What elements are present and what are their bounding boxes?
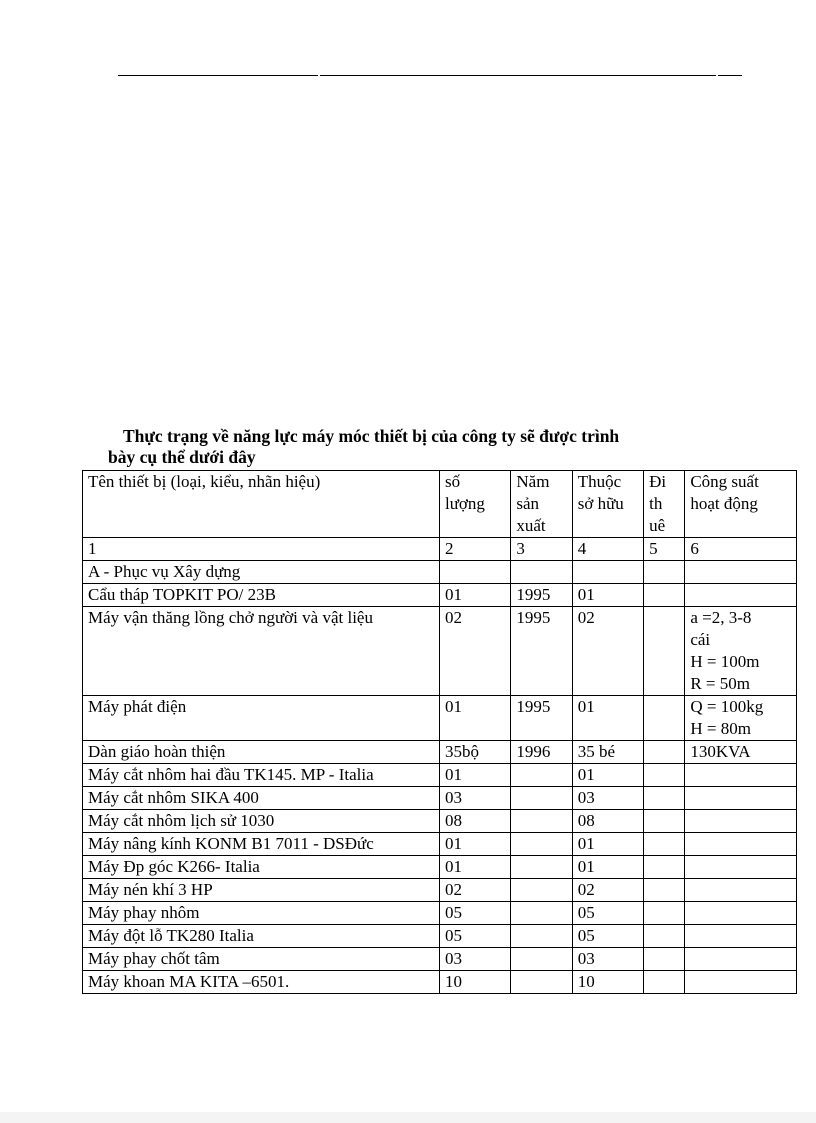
table-cell [644,879,685,902]
table-cell [644,833,685,856]
equipment-table [82,470,797,994]
table-cell: 01 [440,764,511,787]
table-cell [685,764,797,787]
table-cell: 01 [572,696,643,741]
table-row [83,902,797,925]
table-row [83,584,797,607]
header-cell: số lượng [440,471,511,538]
table-row [83,948,797,971]
table-cell [511,971,572,994]
table-cell: Q = 100kg H = 80m [685,696,797,741]
index-cell: 3 [511,538,572,561]
table-cell: A - Phục vụ Xây dựng [83,561,440,584]
table-cell [644,925,685,948]
table-cell: Dàn giáo hoàn thiện [83,741,440,764]
table-cell: Máy phay nhôm [83,902,440,925]
table-cell: 01 [572,856,643,879]
table-cell: a =2, 3-8 cái H = 100m R = 50m [685,607,797,696]
table-cell [511,561,572,584]
table-row [83,810,797,833]
table-cell: Máy Đp góc K266- Italia [83,856,440,879]
section-heading [108,426,748,468]
table-cell: Máy nâng kính KONM B1 7011 - DSĐức [83,833,440,856]
header-rule-middle [320,75,716,76]
table-cell [511,948,572,971]
table-cell: 01 [572,764,643,787]
table-row [83,741,797,764]
table-cell [644,948,685,971]
index-cell: 6 [685,538,797,561]
table-cell: 01 [440,856,511,879]
table-cell [644,741,685,764]
table-cell: 08 [440,810,511,833]
table-cell: 03 [572,948,643,971]
index-cell: 5 [644,538,685,561]
table-cell: 05 [572,925,643,948]
header-cell: Công suất hoạt động [685,471,797,538]
table-cell [644,561,685,584]
heading-line-1: Thực trạng về năng lực máy móc thiết bị của công ty sẽ được trình [123,426,620,446]
table-cell: 10 [440,971,511,994]
table-cell: 05 [440,902,511,925]
table-row [83,833,797,856]
heading-line-2: bày cụ thể dưới đây [108,447,256,467]
table-cell: 03 [572,787,643,810]
table-cell [685,925,797,948]
table-cell [644,607,685,696]
table-cell: 35bộ [440,741,511,764]
index-cell: 4 [572,538,643,561]
table-cell [644,764,685,787]
table-row [83,607,797,696]
index-cell: 1 [83,538,440,561]
table-cell [644,810,685,833]
table-cell: Máy đột lỗ TK280 Italia [83,925,440,948]
table-cell [685,948,797,971]
table-cell: 05 [440,925,511,948]
table-header-row [83,471,797,538]
table-cell [644,971,685,994]
table-cell: 01 [440,833,511,856]
table-cell: 01 [440,696,511,741]
page-bottom-band [0,1112,816,1123]
table-row [83,696,797,741]
table-cell: 1995 [511,696,572,741]
table-cell: 130KVA [685,741,797,764]
table-cell [685,833,797,856]
table-cell [644,696,685,741]
table-cell: Máy cắt nhôm lịch sử 1030 [83,810,440,833]
table-cell: Cẩu tháp TOPKIT PO/ 23B [83,584,440,607]
table-cell [685,879,797,902]
table-cell [685,584,797,607]
table-cell: Máy nén khí 3 HP [83,879,440,902]
table-row [83,925,797,948]
table-row [83,856,797,879]
table-cell [644,787,685,810]
table-index-row [83,538,797,561]
table-cell [644,584,685,607]
table-cell [644,856,685,879]
table-cell: Máy khoan MA KITA –6501. [83,971,440,994]
header-cell: Tên thiết bị (loại, kiểu, nhãn hiệu) [83,471,440,538]
table-cell [685,856,797,879]
header-cell: Thuộc sở hữu [572,471,643,538]
index-cell: 2 [440,538,511,561]
table-cell [511,879,572,902]
table-cell: 05 [572,902,643,925]
table-cell: 02 [440,879,511,902]
table-row [83,879,797,902]
table-cell [511,787,572,810]
header-cell: Đi th uê [644,471,685,538]
table-cell: 1995 [511,584,572,607]
table-cell [685,902,797,925]
table-cell [511,764,572,787]
table-cell: 1995 [511,607,572,696]
table-cell: Máy cắt nhôm SIKA 400 [83,787,440,810]
table-cell [685,561,797,584]
header-rule-right [718,75,742,76]
table-cell [511,856,572,879]
table-cell [685,971,797,994]
table-cell: 03 [440,787,511,810]
table-row [83,561,797,584]
table-cell: 1996 [511,741,572,764]
table-cell: 03 [440,948,511,971]
table-row [83,971,797,994]
table-cell: 10 [572,971,643,994]
header-rule-left [118,75,318,76]
table-row [83,764,797,787]
table-cell [511,902,572,925]
table-cell [572,561,643,584]
table-cell [511,833,572,856]
table-cell: 02 [572,879,643,902]
table-cell: 02 [440,607,511,696]
table-cell: 02 [572,607,643,696]
table-cell: 35 bé [572,741,643,764]
table-cell [511,810,572,833]
table-cell: 01 [440,584,511,607]
table-cell: Máy phát điện [83,696,440,741]
table-cell: 01 [572,584,643,607]
table-row [83,787,797,810]
table-cell: 01 [572,833,643,856]
table-cell [644,902,685,925]
header-cell: Năm sản xuất [511,471,572,538]
table-cell [685,810,797,833]
table-cell [440,561,511,584]
table-cell: Máy cắt nhôm hai đầu TK145. MP - Italia [83,764,440,787]
table-cell: Máy vận thăng lồng chở người và vật liệu [83,607,440,696]
table-cell: Máy phay chốt tâm [83,948,440,971]
table-cell [685,787,797,810]
table-cell [511,925,572,948]
table-cell: 08 [572,810,643,833]
